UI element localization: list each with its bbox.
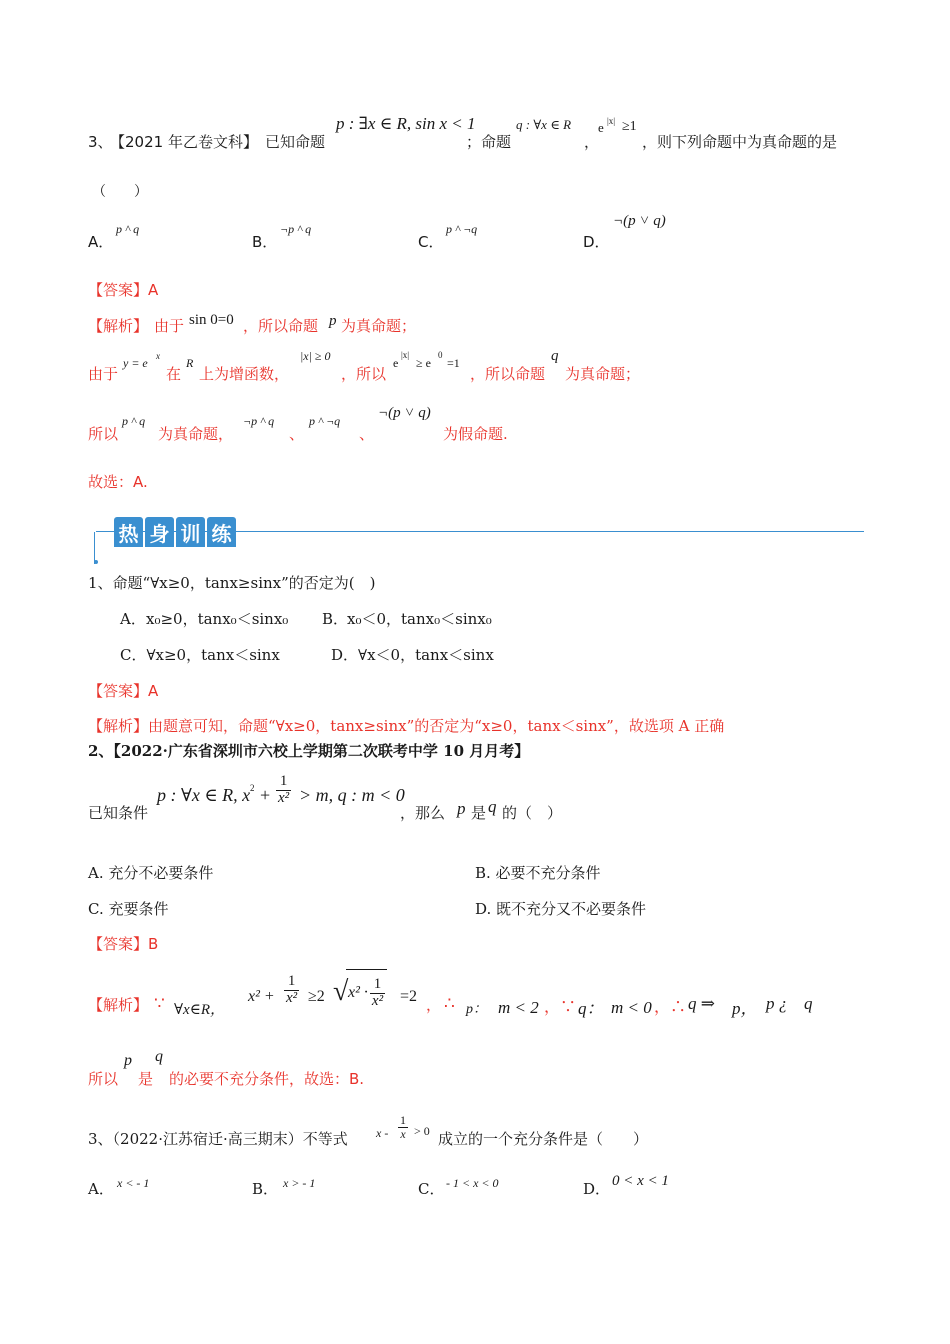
q2-expr-square: 2: [250, 783, 255, 793]
q2-expl-sqrt-a: x² ·: [348, 984, 368, 1001]
q3-q-expression: q : ∀x ∈ R: [516, 117, 572, 132]
q3-option-a-label: A．: [88, 233, 114, 251]
q2-expl-fraction-2: [370, 977, 385, 1010]
q3-ge-one: ≥1: [622, 119, 637, 134]
q3-expl1-a: 由于: [154, 317, 185, 335]
q1-option-d: D．∀x＜0，tanx＜sinx: [331, 646, 494, 664]
q2-expl-eq2: =2: [400, 988, 418, 1005]
q3b-option-b-expr: x > - 1: [283, 1176, 316, 1190]
q3b-fraction-num: 1: [400, 1113, 406, 1127]
q3b-option-c-label: C．: [418, 1180, 445, 1198]
q3-expl3-m1: p ^ q: [122, 414, 146, 428]
q3-expl3-a: 所以: [88, 425, 119, 443]
q2-text-1: 已知条件: [88, 804, 149, 822]
q3b-text-1: 3、（2022·江苏宿迁·高三期末）不等式: [88, 1130, 348, 1148]
q2-expr-a: p : ∀x ∈ R, x: [157, 785, 251, 805]
q1-explanation: 【解析】由题意可知，命题“∀x≥0，tanx≥sinx”的否定为“x≥0，tanx＜sinx”，故选项 A 正确: [88, 717, 725, 735]
q3-expl3-b: 为真命题，: [158, 425, 234, 443]
q2-answer: 【答案】B: [88, 935, 159, 953]
q1-option-c: C．∀x≥0，tanx＜sinx: [120, 646, 280, 664]
q3-expl2-ge: ≥ e: [416, 356, 431, 370]
q3-expl1-b: ，所以命题: [243, 317, 319, 335]
q3-p-expression: p : ∃x ∈ R, sin x < 1: [336, 114, 476, 133]
q2-expl-fraction-1: [284, 974, 299, 1007]
q2-fraction: [276, 774, 291, 807]
q2-expl-comma: ，: [426, 996, 442, 1014]
q2-expl-because: ∵: [154, 994, 165, 1013]
q3-explanation-tag: 【解析】: [88, 317, 149, 335]
q2-expl-m2: m < 2: [498, 998, 539, 1017]
q2-expl-q2: q: [804, 994, 813, 1013]
q3-e-exponent: |x|: [607, 116, 616, 126]
q3b-expr-x: x -: [376, 1126, 389, 1140]
q2-text-3: 是: [471, 804, 487, 822]
q3b-option-a-expr: x < - 1: [117, 1176, 150, 1190]
q2-expl-fraction-1-den: x²: [286, 989, 298, 1006]
q2-expl-m0: m < 0: [611, 998, 652, 1017]
q2-explanation-tag: 【解析】: [88, 996, 149, 1014]
q3b-option-d-label: D．: [583, 1180, 611, 1198]
q3-text-3: ，则下列命题中为真命题的是: [642, 133, 838, 151]
q2-expl-fraction-2-den: x²: [371, 992, 384, 1009]
q3-expl2-abs: |x| ≥ 0: [300, 349, 331, 363]
q2-q: q: [488, 797, 497, 816]
q3-expl2-c: 上为增函数，: [199, 365, 290, 383]
q3-option-d-label: D．: [583, 233, 610, 251]
section-title-char: 热: [114, 517, 143, 547]
q2-expl-ge2: ≥2: [308, 988, 325, 1005]
q3-source-tag: 【2021 年乙卷文科】: [110, 133, 258, 151]
q3b-option-c-expr: - 1 < x < 0: [446, 1176, 499, 1190]
section-title-char: 训: [176, 517, 205, 547]
q3-comma: ，: [584, 133, 600, 151]
q3-expl1-c: 为真命题；: [341, 317, 417, 335]
q3b-option-a-label: A．: [88, 1180, 114, 1198]
q2-expl-p2: p，: [732, 999, 758, 1018]
q3-option-d-expr: ¬(p ˅ q): [613, 213, 666, 229]
q2-p: p: [457, 799, 466, 818]
q3-expl2-e0: 0: [438, 350, 443, 360]
q1-option-a-label: A．: [120, 610, 146, 628]
q1-option-b-label: B．: [322, 610, 349, 628]
q2-expr-plus: +: [260, 785, 271, 805]
q3-expl3-m3: p ^ ¬q: [309, 414, 341, 428]
q2-expl-sqrt-body: [346, 969, 387, 1016]
q2-expl-fraction-2-num: 1: [370, 977, 385, 994]
q3-expl3-m2: ¬p ^ q: [243, 414, 275, 428]
q2-option-c: C. 充要条件: [88, 900, 169, 918]
q3-paren: （ ）: [92, 184, 148, 200]
section-title: [114, 517, 236, 547]
q3-expl1-p: p: [329, 313, 337, 329]
q3b-fraction-den: x: [400, 1126, 406, 1141]
q2-expl-therefore: ∴: [444, 994, 455, 1013]
q2-expl-p: p：: [466, 1002, 487, 1017]
q2-option-a: A. 充分不必要条件: [88, 864, 214, 882]
q3-expl2-f: ，所以命题: [470, 365, 546, 383]
q3b-option-b-label: B．: [252, 1180, 279, 1198]
q3-expl1-math: sin 0=0: [189, 312, 234, 328]
section-rule-dot: [94, 560, 98, 564]
q3-option-c-label: C．: [418, 233, 444, 251]
q3-option-b-expr: ¬p ^ q: [280, 222, 312, 236]
q3-expl2-e: e: [393, 356, 399, 370]
q2-text-4: 的（ ）: [502, 804, 563, 822]
q3-answer: 【答案】A: [88, 281, 159, 299]
q3-text-1: 已知命题: [265, 133, 326, 151]
q3b-text-2: 成立的一个充分条件是（ ）: [438, 1130, 649, 1148]
q3-e: e: [598, 120, 604, 135]
q2-last-c: 的必要不充分条件，故选：B.: [169, 1070, 365, 1088]
q2-heading: 2、【2022·广东省深圳市六校上学期第二次联考中学 10 月月考】: [88, 742, 530, 760]
q2-last-p: p: [124, 1052, 132, 1069]
section-title-char: 身: [145, 517, 174, 547]
q3-expl2-q: q: [551, 348, 559, 364]
q2-expr-b: > m, q : m < 0: [299, 785, 405, 805]
q3-expl2-R: R: [186, 356, 194, 370]
section-title-char: 练: [207, 517, 236, 547]
q2-expl-x2: x² +: [248, 988, 275, 1005]
q3-expl3-m4: ¬(p ˅ q): [378, 405, 431, 421]
q3-expl2-eq: =1: [447, 356, 460, 370]
q3-expl2-e-exp: |x|: [401, 350, 410, 360]
q1-option-a-body: x₀≥0，tanx₀＜sinx₀: [146, 610, 289, 628]
q3-conclusion: 故选：A.: [88, 473, 148, 491]
q2-last-q: q: [155, 1048, 163, 1065]
q2-option-b: B. 必要不充分条件: [475, 864, 601, 882]
q3-expl2-d: ，所以: [341, 365, 387, 383]
q3-number: 3、: [88, 133, 113, 151]
q1-answer: 【答案】A: [88, 682, 159, 700]
q3-expl2-b: 在: [166, 365, 182, 383]
q3-expl3-d: 、: [359, 425, 375, 443]
q3-option-b-label: B．: [252, 233, 278, 251]
q2-last-b: 是: [138, 1070, 154, 1088]
q2-expl-not-implies: p ¿: [766, 994, 788, 1013]
q1-option-b-body: x₀＜0，tanx₀＜sinx₀: [347, 610, 492, 628]
q2-expl-c2: ，∵: [544, 997, 577, 1016]
q3-option-a-expr: p ^ q: [116, 222, 140, 236]
q3-expl2-y-exp: x: [156, 351, 160, 361]
q3b-option-d-expr: 0 < x < 1: [612, 1173, 669, 1189]
q3b-fraction: [398, 1114, 408, 1140]
q2-expl-sqrt-sign: √: [333, 976, 349, 1007]
q3-expl2-g: 为真命题；: [565, 365, 641, 383]
q3-option-c-expr: p ^ ¬q: [446, 222, 478, 236]
q3-text-2: ；命题: [466, 133, 512, 151]
q3-expl2-a: 由于: [88, 365, 119, 383]
q2-expl-fraction-1-num: 1: [284, 974, 299, 991]
q2-expl-implies: q ⇒: [688, 994, 715, 1013]
q2-last-a: 所以: [88, 1070, 119, 1088]
q3-expl3-c: 、: [289, 425, 305, 443]
q3b-expr-gt: > 0: [414, 1124, 430, 1138]
q2-expl-q: q：: [578, 999, 604, 1018]
q3-expl2-y: y = e: [123, 356, 148, 370]
q3-expl3-e: 为假命题.: [443, 425, 508, 443]
q2-fraction-numerator: 1: [276, 774, 291, 791]
q2-expl-forall: ∀x∈R，: [174, 1002, 225, 1018]
q2-fraction-denominator: x²: [278, 789, 290, 806]
q1-stem: 1、命题“∀x≥0，tanx≥sinx”的否定为( ): [88, 574, 376, 592]
q2-text-2: ，那么: [400, 804, 446, 822]
q2-option-d: D. 既不充分又不必要条件: [475, 900, 647, 918]
q2-expl-c3: ，∴: [654, 997, 687, 1016]
